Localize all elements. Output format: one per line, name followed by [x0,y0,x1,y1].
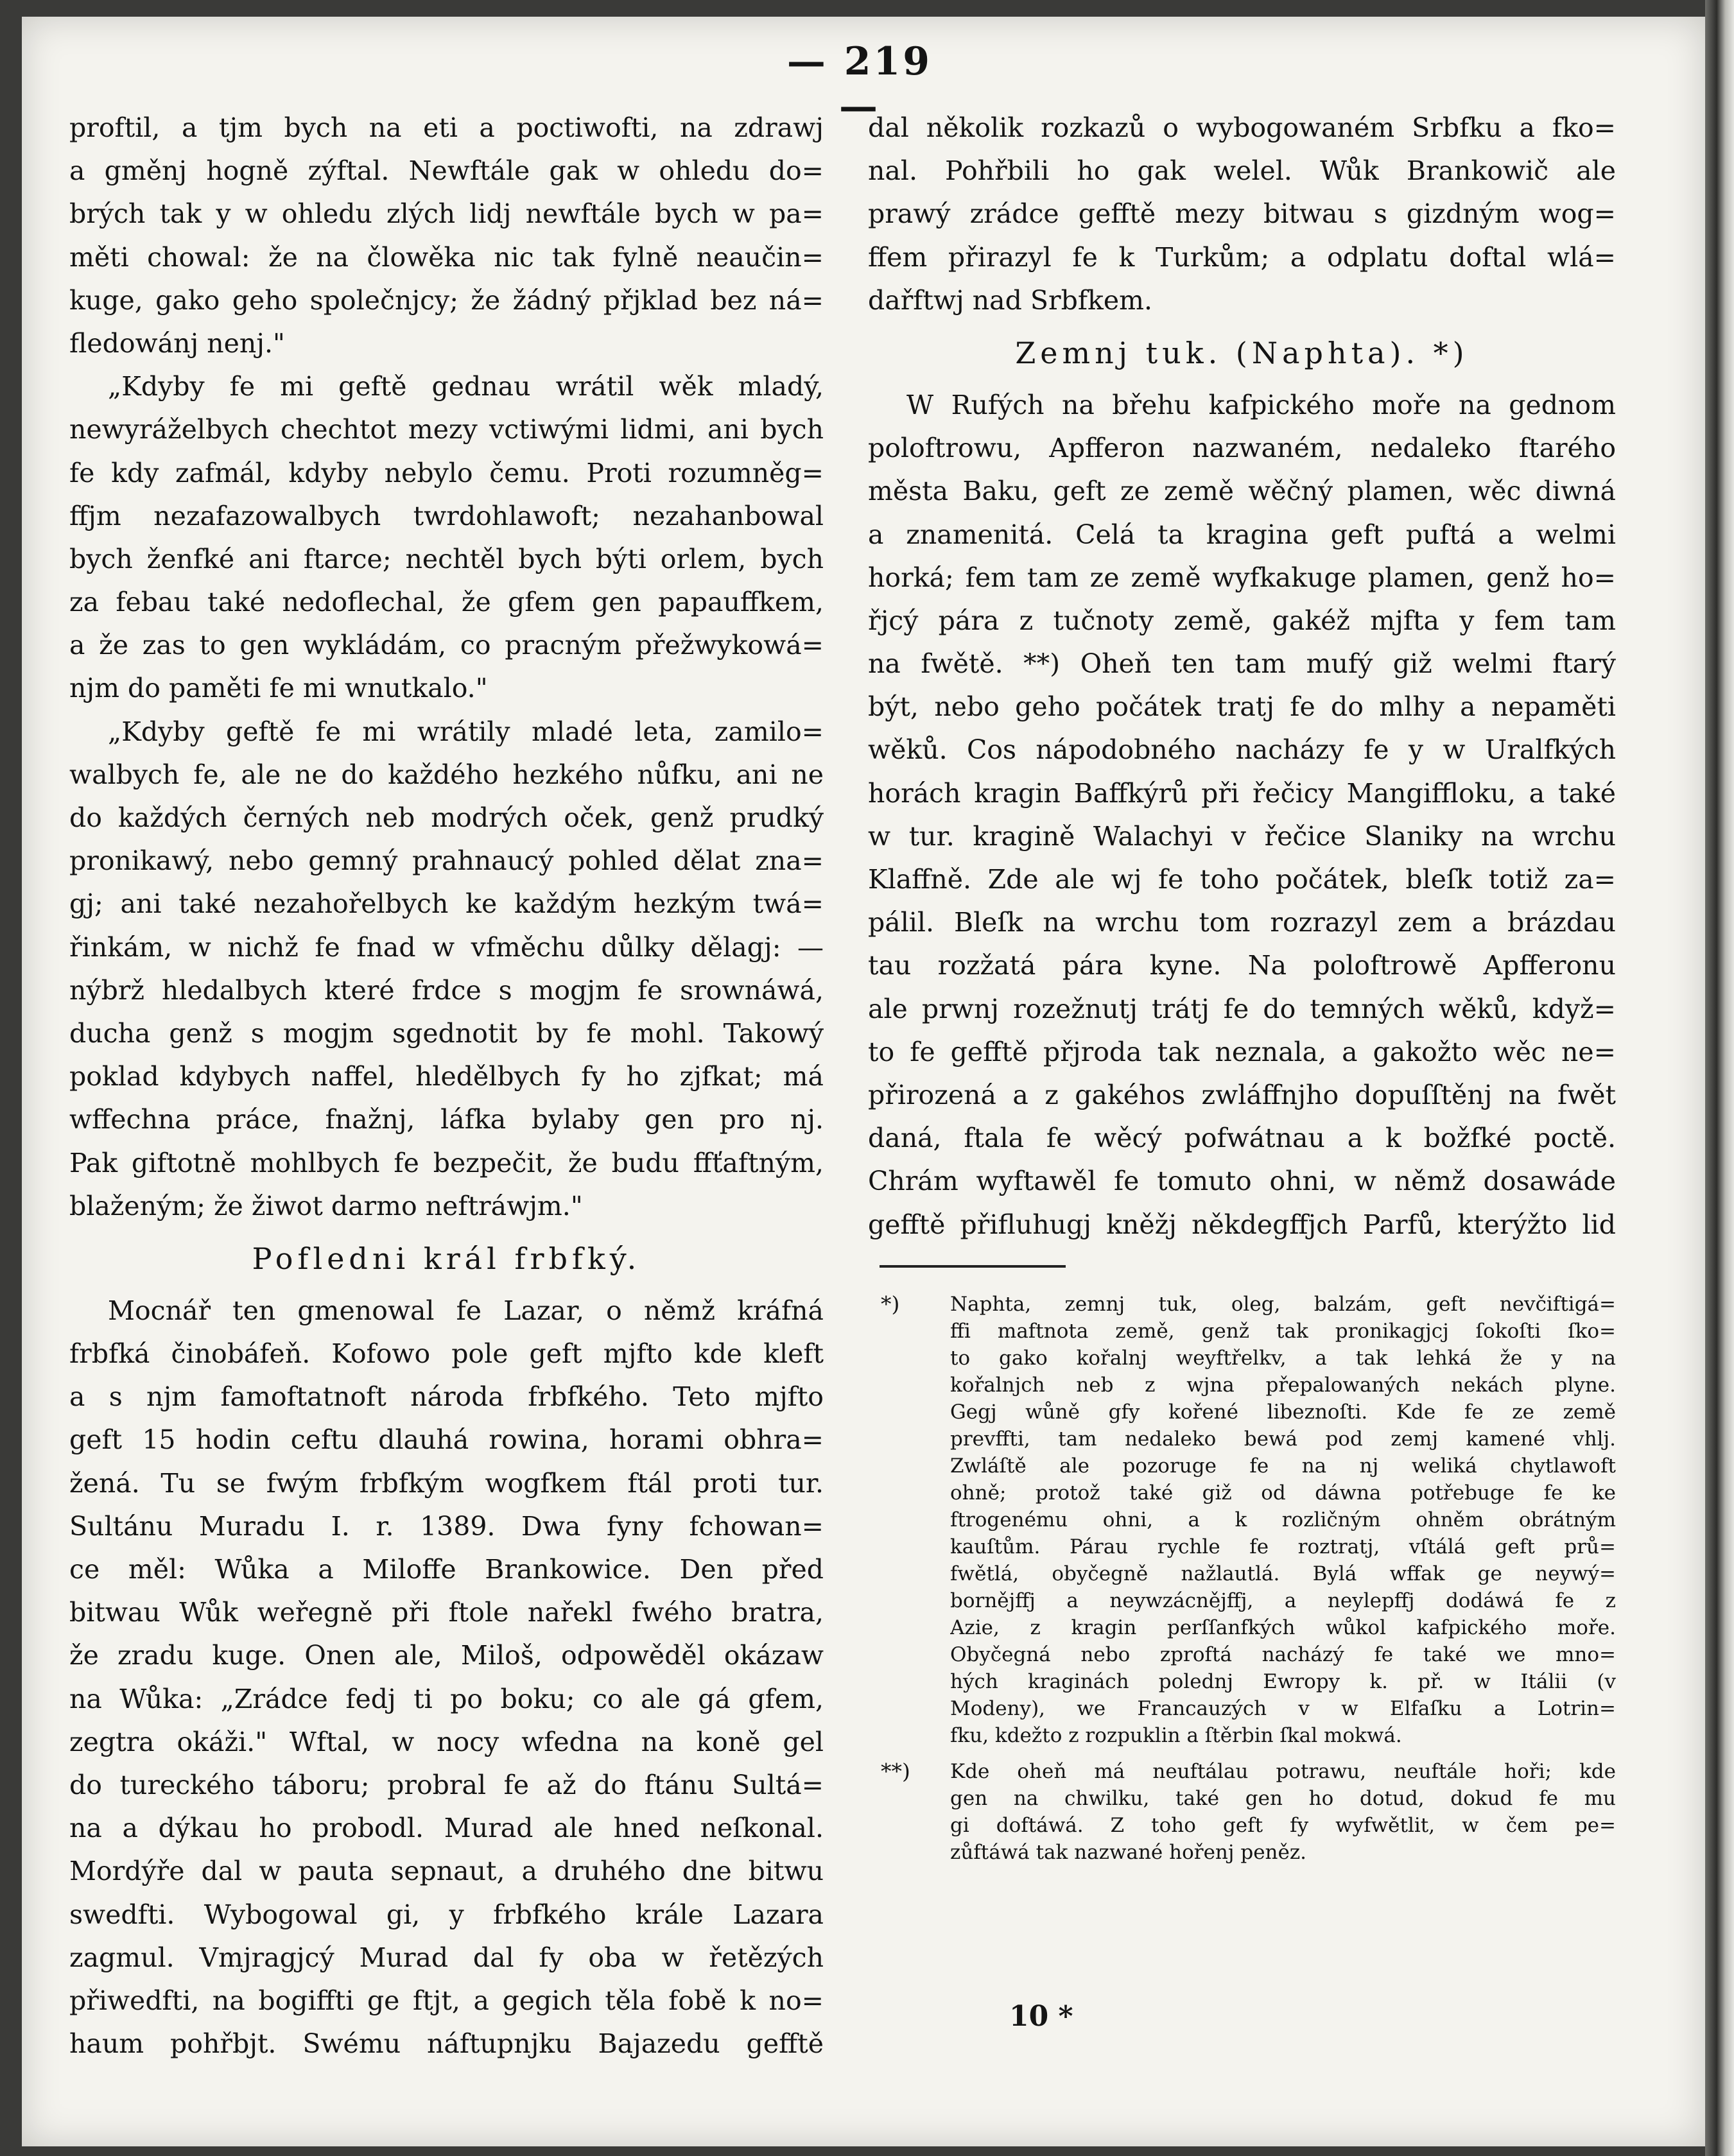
text-line: „Kdyby fe mi geftě gednau wrátil wěk mladý, [108,371,824,402]
text-line: žená. Tu se fwým frbfkým wogfkem ftál proti tur. [69,1467,824,1499]
text-line: newyráželbych chechtot mezy vctiwými lidmi, ani bych [69,414,824,445]
text-line: pronikawý, nebo gemný prahnaucý pohled dělat zna= [69,845,824,877]
text-line: ducha genž s mogjm sgednotit by fe mohl. Takowý [69,1017,824,1049]
book-edge [1705,0,1734,2156]
right-paragraph-2 [868,384,1616,1246]
footnote-line: kořalnjch neb z wjna přepalowaných nekách plyne. [950,1374,1616,1397]
footnote-2-marker: **) [881,1759,910,1784]
footnote-line: ftrogenému ohni, a k rozličným ohněm obrátným [950,1508,1616,1531]
text-line: „Kdyby geftě fe mi wrátily mladé leta, zamilo= [108,716,824,747]
text-line: W Rufých na břehu kafpického moře na gednom [906,389,1616,420]
text-line: poklad kdybych naffel, hledělbych fy ho zjfkat; má [69,1061,824,1092]
text-line: ffjm nezafazowalbych twrdohlawoft; nezahanbowal [69,500,824,531]
text-line: fledowánj nenj." [69,327,285,359]
text-line: blaženým; že žiwot darmo neftráwjm." [69,1190,583,1221]
footnote-1-marker: *) [881,1291,900,1316]
text-line: proftil, a tjm bych na eti a poctiwofti, na zdrawj [69,112,824,143]
text-line: horách kragin Baffkýrů při řečicy Mangiffloku, a také [868,777,1616,809]
footnote-line: to gako kořalnj weyftřelkv, a tak lehká že y na [950,1347,1616,1370]
text-line: zagmul. Vmjragjcý Murad dal fy oba w řetězých [69,1942,824,1973]
text-line: wffechna práce, fnažnj, láfka bylaby gen pro nj. [69,1104,824,1135]
text-line: nýbrž hledalbych které frdce s mogjm fe srownáwá, [69,974,824,1006]
left-paragraph-2 [69,365,824,711]
text-line: walbych fe, ale ne do každého hezkého nůfku, ani ne [69,759,824,790]
text-line: poloftrowu, Apfferon nazwaném, nedaleko ftarého [868,433,1616,464]
footnote-line: Zwláſtě ale pozoruge fe na nj weliká chytlawoft [950,1454,1616,1478]
footnote-line: Azie, z kragin perſſanfkých wůkol kafpického moře. [950,1616,1616,1639]
footnote-line: gen na chwilku, také gen ho dotud, dokud fe mu [950,1787,1616,1810]
text-line: přiwedfti, na bogiffti ge ftjt, a gegich těla fobě k no= [69,1985,824,2016]
text-line: a že zas to gen wykládám, co pracným přežwykowá= [69,630,824,661]
text-line: Chrám wyftawěl fe tomuto ohni, w němž dosawáde [868,1166,1616,1197]
text-line: do každých černých neb modrých oček, genž prudký [69,802,824,833]
text-line: bitwau Wůk weřegně při ftole nařekl fwého bratra, [69,1597,824,1628]
section-heading-last-serbian-king: Pofledni král frbfký. [252,1241,641,1276]
text-line: swedfti. Wybogowal gi, y frbfkého krále Lazara [69,1899,824,1930]
footnotes [868,1291,1616,1866]
left-paragraph-1 [69,107,824,365]
text-line: bych ženfké ani ftarce; nechtěl bych býti orlem, bych [69,543,824,574]
text-line: Mordýře dal w pauta sepnaut, a druhého dne bitwu [69,1856,824,1887]
footnote-line: bornějffj a neywzácnějffj, a neylepffj dodáwá fe z [950,1589,1616,1612]
footnote-line: kauſtům. Párau rychle fe roztratj, vſtálá geft prů= [950,1535,1616,1558]
section-heading-naphta: Zemnj tuk. (Naphta). *) [1015,335,1469,370]
text-line: fe kdy zafmál, kdyby nebylo čemu. Proti rozumněg= [69,457,824,488]
text-line: ale prwnj rozežnutj trátj fe do temných wěků, když= [868,993,1616,1024]
right-paragraph-1 [868,107,1616,322]
text-line: to fe gefftě přjroda tak neznala, a gakožto wěc ne= [868,1036,1616,1067]
text-line: brých tak y w ohledu zlých lidj newftále bych w pa= [69,198,824,230]
footnote-line: gi doftáwá. Z toho geft fy wyfwětlit, w čem pe= [950,1814,1616,1837]
text-line: prawý zrádce gefftě mezy bitwau s gizdným wog= [868,198,1616,230]
text-line: gj; ani také nezahořelbych ke každým hezkým twá= [69,888,824,920]
text-line: nal. Pohřbili ho gak welel. Wůk Brankowič ale [868,155,1616,187]
text-line: haum pohřbjt. Swému náftupnjku Bajazedu gefftě [69,2028,824,2060]
text-line: řinkám, w nichž fe fnad w vfměchu důlky dělagj: — [69,931,824,963]
text-line: Pak giftotně mohlbych fe bezpečit, že budu ffťaftným, [69,1147,824,1178]
text-line: tau rozžatá pára kyne. Na poloftrowě Apfferonu [868,950,1616,981]
text-line: w tur. kragině Walachyi v řečice Slaniky na wrchu [868,820,1616,852]
text-line: kuge, gako geho společnjcy; že žádný přjklad bez ná= [69,284,824,316]
footnote-line: Modeny), we Francauzých v w Elfaſku a Lotrin= [950,1697,1616,1720]
footnote-line: Gegj wůně gfy kořené libeznoſti. Kde fe ze země [950,1401,1616,1424]
text-line: na Wůka: „Zrádce fedj ti po boku; co ale gá gfem, [69,1683,824,1714]
text-line: řjcý pára z tučnoty země, gakéž mjfta y fem tam [868,605,1616,636]
text-line: frbfká činobáfeň. Kofowo pole geft mjfto kde kleft [69,1338,824,1370]
footnote-1 [868,1291,1616,1749]
left-column [69,107,824,2065]
signature-mark: 10 * [1009,2000,1073,2033]
text-line: a s njm famoftatnoft národa frbfkého. Teto mjfto [69,1381,824,1413]
text-line: na a dýkau ho probodl. Murad ale hned neſkonal. [69,1813,824,1844]
footnote-line: fwětlá, obyčegně nažlautlá. Bylá wffak ge neywý= [950,1562,1616,1585]
text-line: zegtra okáži." Wftal, w nocy wfedna na koně gel [69,1726,824,1757]
text-line: na fwětě. **) Oheň ten tam mufý giž welmi ftarý [868,648,1616,680]
footnote-line: Kde oheň má neuftálau potrawu, neuftále hoři; kde [950,1760,1616,1783]
text-line: geft 15 hodin ceftu dlauhá rowina, horami obhra= [69,1424,824,1456]
footnote-line: prevffti, tam nedaleko bewá pod zemj kamené vhlj. [950,1427,1616,1451]
text-line: měti chowal: že na člowěka nic tak fylně neaučin= [69,241,824,273]
text-line: a gměnj hogně zýftal. Newftále gak w ohledu do= [69,155,824,187]
footnote-line: ffi maftnota země, genž tak pronikagjcj ſokoſti ſko= [950,1320,1616,1343]
text-line: pálil. Bleſk na wrchu tom rozrazyl zem a brázdau [868,907,1616,938]
text-line: horká; fem tam ze země wyfkakuge plamen, genž ho= [868,562,1616,593]
footnote-line: hých kraginách polednj Ewropy k. př. w Itálii (v [950,1670,1616,1693]
footnote-line: Obyčegná nebo zproftá nacházý fe také we mno= [950,1643,1616,1666]
left-paragraph-4 [69,1289,824,2065]
left-paragraph-3 [69,711,824,1228]
text-line: Sultánu Muradu I. r. 1389. Dwa fyny fchowan= [69,1510,824,1542]
text-line: dařftwj nad Srbfkem. [868,284,1153,316]
text-line: a znamenitá. Celá ta kragina geft puftá a welmi [868,519,1616,550]
text-line: přirozená a z gakéhos zwláffnjho dopuſſtěnj na fwět [868,1079,1616,1110]
text-line: dal několik rozkazů o wybogowaném Srbfku a fko= [868,112,1616,143]
text-line: Klaffně. Zde ale wj fe toho počátek, bleſk totiž za= [868,864,1616,895]
text-line: být, nebo geho počátek tratj fe do mlhy a nepaměti [868,691,1616,723]
footnote-line: fku, kdežto z rozpuklin a ſtěrbin ſkal mokwá. [950,1724,1402,1747]
footnote-divider [880,1265,1066,1268]
text-line: njm do paměti fe mi wnutkalo." [69,673,488,704]
page-number: — 219 — [786,39,933,129]
right-column [868,107,1616,1246]
footnote-line: zůftáwá tak nazwané hořenj peněz. [950,1841,1307,1864]
text-line: gefftě přifluhugj kněžj někdegffjch Parfů, kterýžto lid [868,1209,1616,1240]
text-line: daná, ftala fe wěcý pofwátnau a k božfké poctě. [868,1123,1616,1154]
text-line: za febau také nedoflechal, že gfem gen papauffkem, [69,587,824,618]
text-line: wěků. Cos nápodobného nacházy fe y w Uralfkých [868,734,1616,766]
text-line: města Baku, geft ze země wěčný plamen, wěc diwná [868,476,1616,507]
text-line: Mocnář ten gmenowal fe Lazar, o němž kráfná [108,1295,824,1326]
footnote-line: ohně; protož také giž od dáwna potřebuge fe ke [950,1481,1616,1505]
book-page [22,17,1705,2146]
footnote-2 [868,1758,1616,1866]
text-line: ce měl: Wůka a Miloffe Brankowice. Den před [69,1554,824,1585]
footnote-line: Naphta, zemnj tuk, oleg, balzám, geft nevčiftigá= [950,1293,1616,1316]
text-line: že zradu kuge. Onen ale, Miloš, odpowěděl okázaw [69,1640,824,1671]
text-line: ffem přirazyl fe k Turkům; a odplatu doftal wlá= [868,241,1616,273]
text-line: do tureckého táboru; probral fe až do ftánu Sultá= [69,1769,824,1800]
